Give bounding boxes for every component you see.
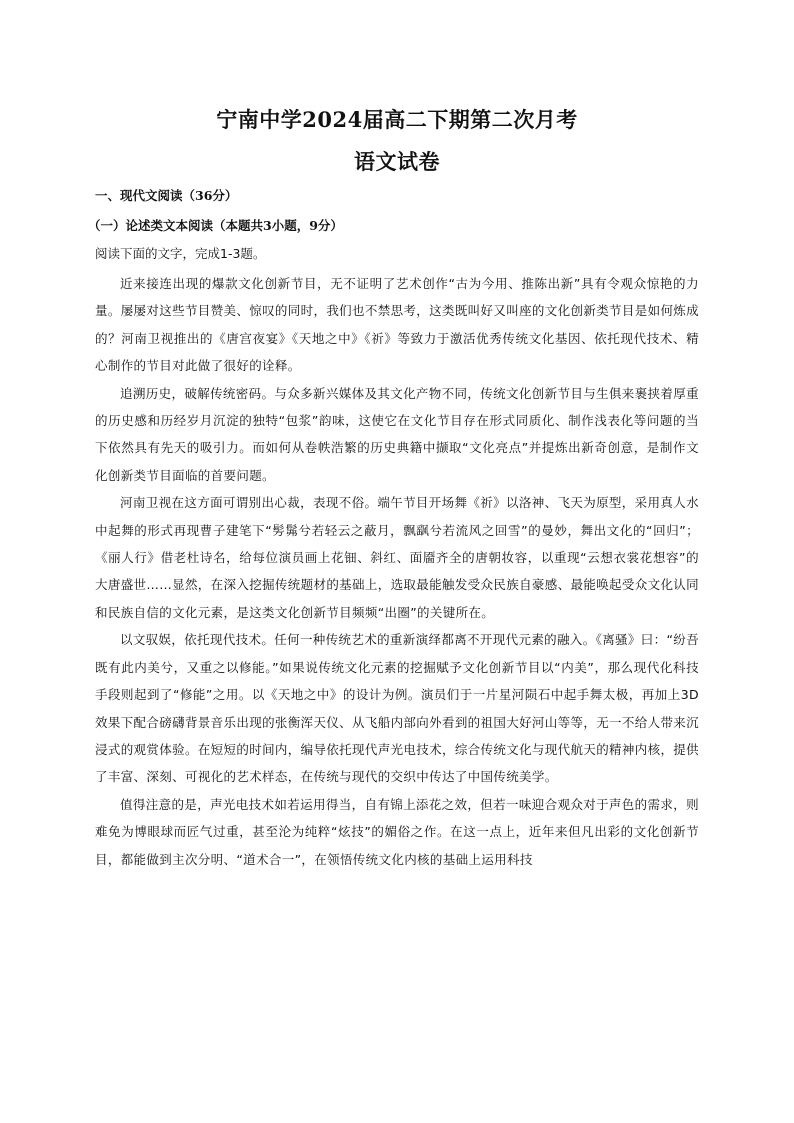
passage-paragraph: 值得注意的是，声光电技术如若运用得当，自有锦上添花之效，但若一味迎合观众对于声色的需求，则难免为博眼球而匠气过重，甚至沦为纯粹“炫技”的媚俗之作。在这一点上，近年来但凡出彩的文化创新节目，都能做到主次分明、“道术合一”，在领悟传统文化内核的基础上运用科技 [95,796,699,867]
reading-passage [95,270,699,873]
passage-paragraph: 以文驭娱，依托现代技术。任何一种传统艺术的重新演绎都离不开现代元素的融入。《离骚》曰：“纷吾既有此内美兮，又重之以修能。”如果说传统文化元素的挖掘赋予文化创新节目以“内美”，那么现代化科技手段则起到了“修能”之用。以《天地之中》的设计为例。演员们于一片星河陨石中起手舞太极，再加上3D效果下配合磅礴背景音乐出现的张衡浑天仪、从飞船内部向外看到的祖国大好河山等等，无一不给人带来沉浸式的观赏体验。在短短的时间内，编导依托现代声光电技术，综合传统文化与现代航天的精神内核，提供了丰富、深刻、可视化的艺术样态，在传统与现代的交织中传达了中国传统美学。 [95,632,699,785]
exam-title: 宁南中学2024届高二下期第二次月考 [216,107,578,132]
passage-paragraph: 河南卫视在这方面可谓别出心裁，表现不俗。端午节目开场舞《祈》以洛神、飞天为原型，采用真人水中起舞的形式再现曹子建笔下“髣髴兮若轻云之蔽月，飘飖兮若流风之回雪”的曼妙，舞出文化的“回归”；《丽人行》借老杜诗名，给每位演员画上花钿、斜红、面靥齐全的唐朝妆容，以重现“云想衣裳花想容”的大唐盛世……显然，在深入挖掘传统题材的基础上，选取最能触发受众民族自豪感、最能唤起受众文化认同和民族自信的文化元素，是这类文化创新节目频频“出圈”的关键所在。 [95,495,699,620]
section-heading: 一、现代文阅读（36分） [95,188,238,203]
exam-subtitle: 语文试卷 [354,149,440,174]
passage-paragraph: 近来接连出现的爆款文化创新节目，无不证明了艺术创作“古为今用、推陈出新”具有令观众惊艳的力量。屡屡对这些节目赞美、惊叹的同时，我们也不禁思考，这类既叫好又叫座的文化创新类节目是如何炼成的？河南卫视推出的《唐宫夜宴》《天地之中》《祈》等致力于激活优秀传统文化基因、依托现代技术、精心制作的节目对此做了很好的诠释。 [95,276,699,374]
passage-paragraph: 追溯历史，破解传统密码。与众多新兴媒体及其文化产物不同，传统文化创新节目与生俱来裹挟着厚重的历史感和历经岁月沉淀的独特“包浆”韵味，这使它在文化节目存在形式同质化、制作浅表化等问题的当下依然具有先天的吸引力。而如何从卷帙浩繁的历史典籍中撷取“文化亮点”并提炼出新奇创意，是制作文化创新类节目面临的首要问题。 [95,385,699,483]
section-subheading: （一）论述类文本阅读（本题共3小题，9分） [88,218,343,233]
reading-instruction: 阅读下面的文字，完成1-3题。 [95,246,266,261]
